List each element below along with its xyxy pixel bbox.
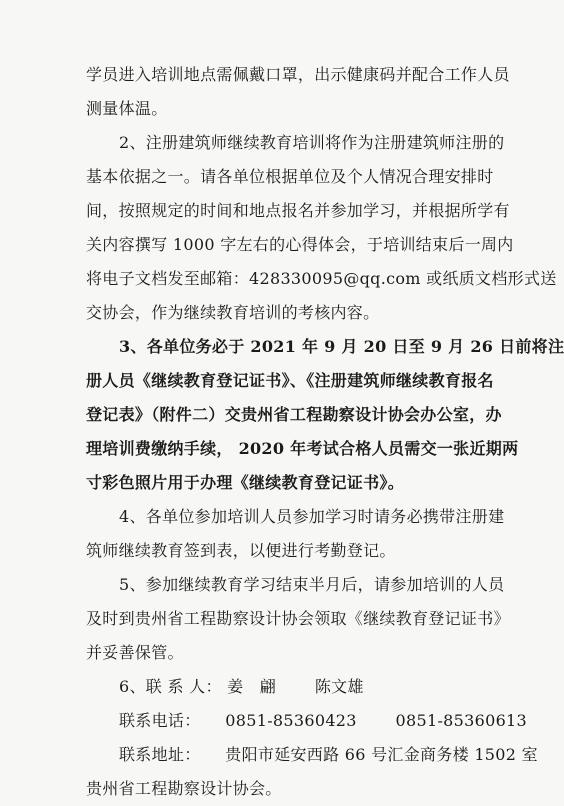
paragraph-line: 3、各单位务必于 2021 年 9 月 20 日至 9 月 26 日前将注: [119, 337, 564, 356]
contact-address-line-1: 贵阳市延安西路 66 号汇金商务楼 1502 室: [225, 745, 538, 764]
paragraph-line: 寸彩色照片用于办理《继续教育登记证书》。: [86, 473, 405, 492]
paragraph-line: 学员进入培训地点需佩戴口罩，出示健康码并配合工作人员: [86, 65, 510, 84]
paragraph-line: 5、参加继续教育学习结束半月后，请参加培训的人员: [119, 575, 505, 594]
contact-phone-label: 联系电话：: [119, 711, 201, 730]
contact-address-row: [86, 738, 538, 772]
paragraph-line: 理培训费缴纳手续， 2020 年考试合格人员需交一张近期两: [86, 439, 519, 458]
paragraph-line: 测量体温。: [86, 99, 168, 118]
paragraph-line: 基本依据之一。请各单位根据单位及个人情况合理安排时: [86, 167, 494, 186]
contact-address-label: 联系地址：: [119, 745, 201, 764]
paragraph-5: [86, 568, 510, 670]
paragraph-line: 间，按照规定的时间和地点报名并参加学习，并根据所学有: [86, 201, 510, 220]
contact-phone-row: [86, 704, 528, 738]
paragraph-1: [86, 58, 510, 126]
contact-people-row: [86, 670, 478, 704]
paragraph-line: 及时到贵州省工程勘察设计协会领取《继续教育登记证书》: [86, 609, 510, 628]
paragraph-2: [86, 126, 557, 330]
contact-phone-1: 0851-85360423: [225, 711, 357, 730]
contact-block: [86, 670, 538, 806]
paragraph-3: [86, 330, 564, 500]
paragraph-line: 关内容撰写 1000 字左右的心得体会，于培训结束后一周内: [86, 235, 514, 254]
contact-address-line-2: 贵州省工程勘察设计协会。: [86, 779, 282, 798]
paragraph-line: 并妥善保管。: [86, 643, 184, 662]
paragraph-line: 筑师继续教育签到表，以便进行考勤登记。: [86, 541, 396, 560]
paragraph-line: 将电子文档发至邮箱：428330095@qq.com 或纸质文档形式送: [86, 269, 557, 288]
paragraph-line: 4、各单位参加培训人员参加学习时请务必携带注册建: [119, 507, 505, 526]
paragraph-line: 册人员《继续教育登记证书》、《注册建筑师继续教育报名: [86, 371, 494, 390]
contact-person-1: 姜 翩: [227, 677, 277, 696]
paragraph-4: [86, 500, 505, 568]
paragraph-line: 登记表》（附件二）交贵州省工程勘察设计协会办公室，办: [86, 405, 502, 424]
contact-phone-2: 0851-85360613: [395, 711, 528, 730]
contact-people-label: 6、联 系 人：: [119, 677, 222, 696]
contact-person-2: 陈文雄: [314, 677, 364, 696]
paragraph-line: 交协会，作为继续教育培训的考核内容。: [86, 303, 380, 322]
paragraph-line: 2、注册建筑师继续教育培训将作为注册建筑师注册的: [119, 133, 505, 152]
